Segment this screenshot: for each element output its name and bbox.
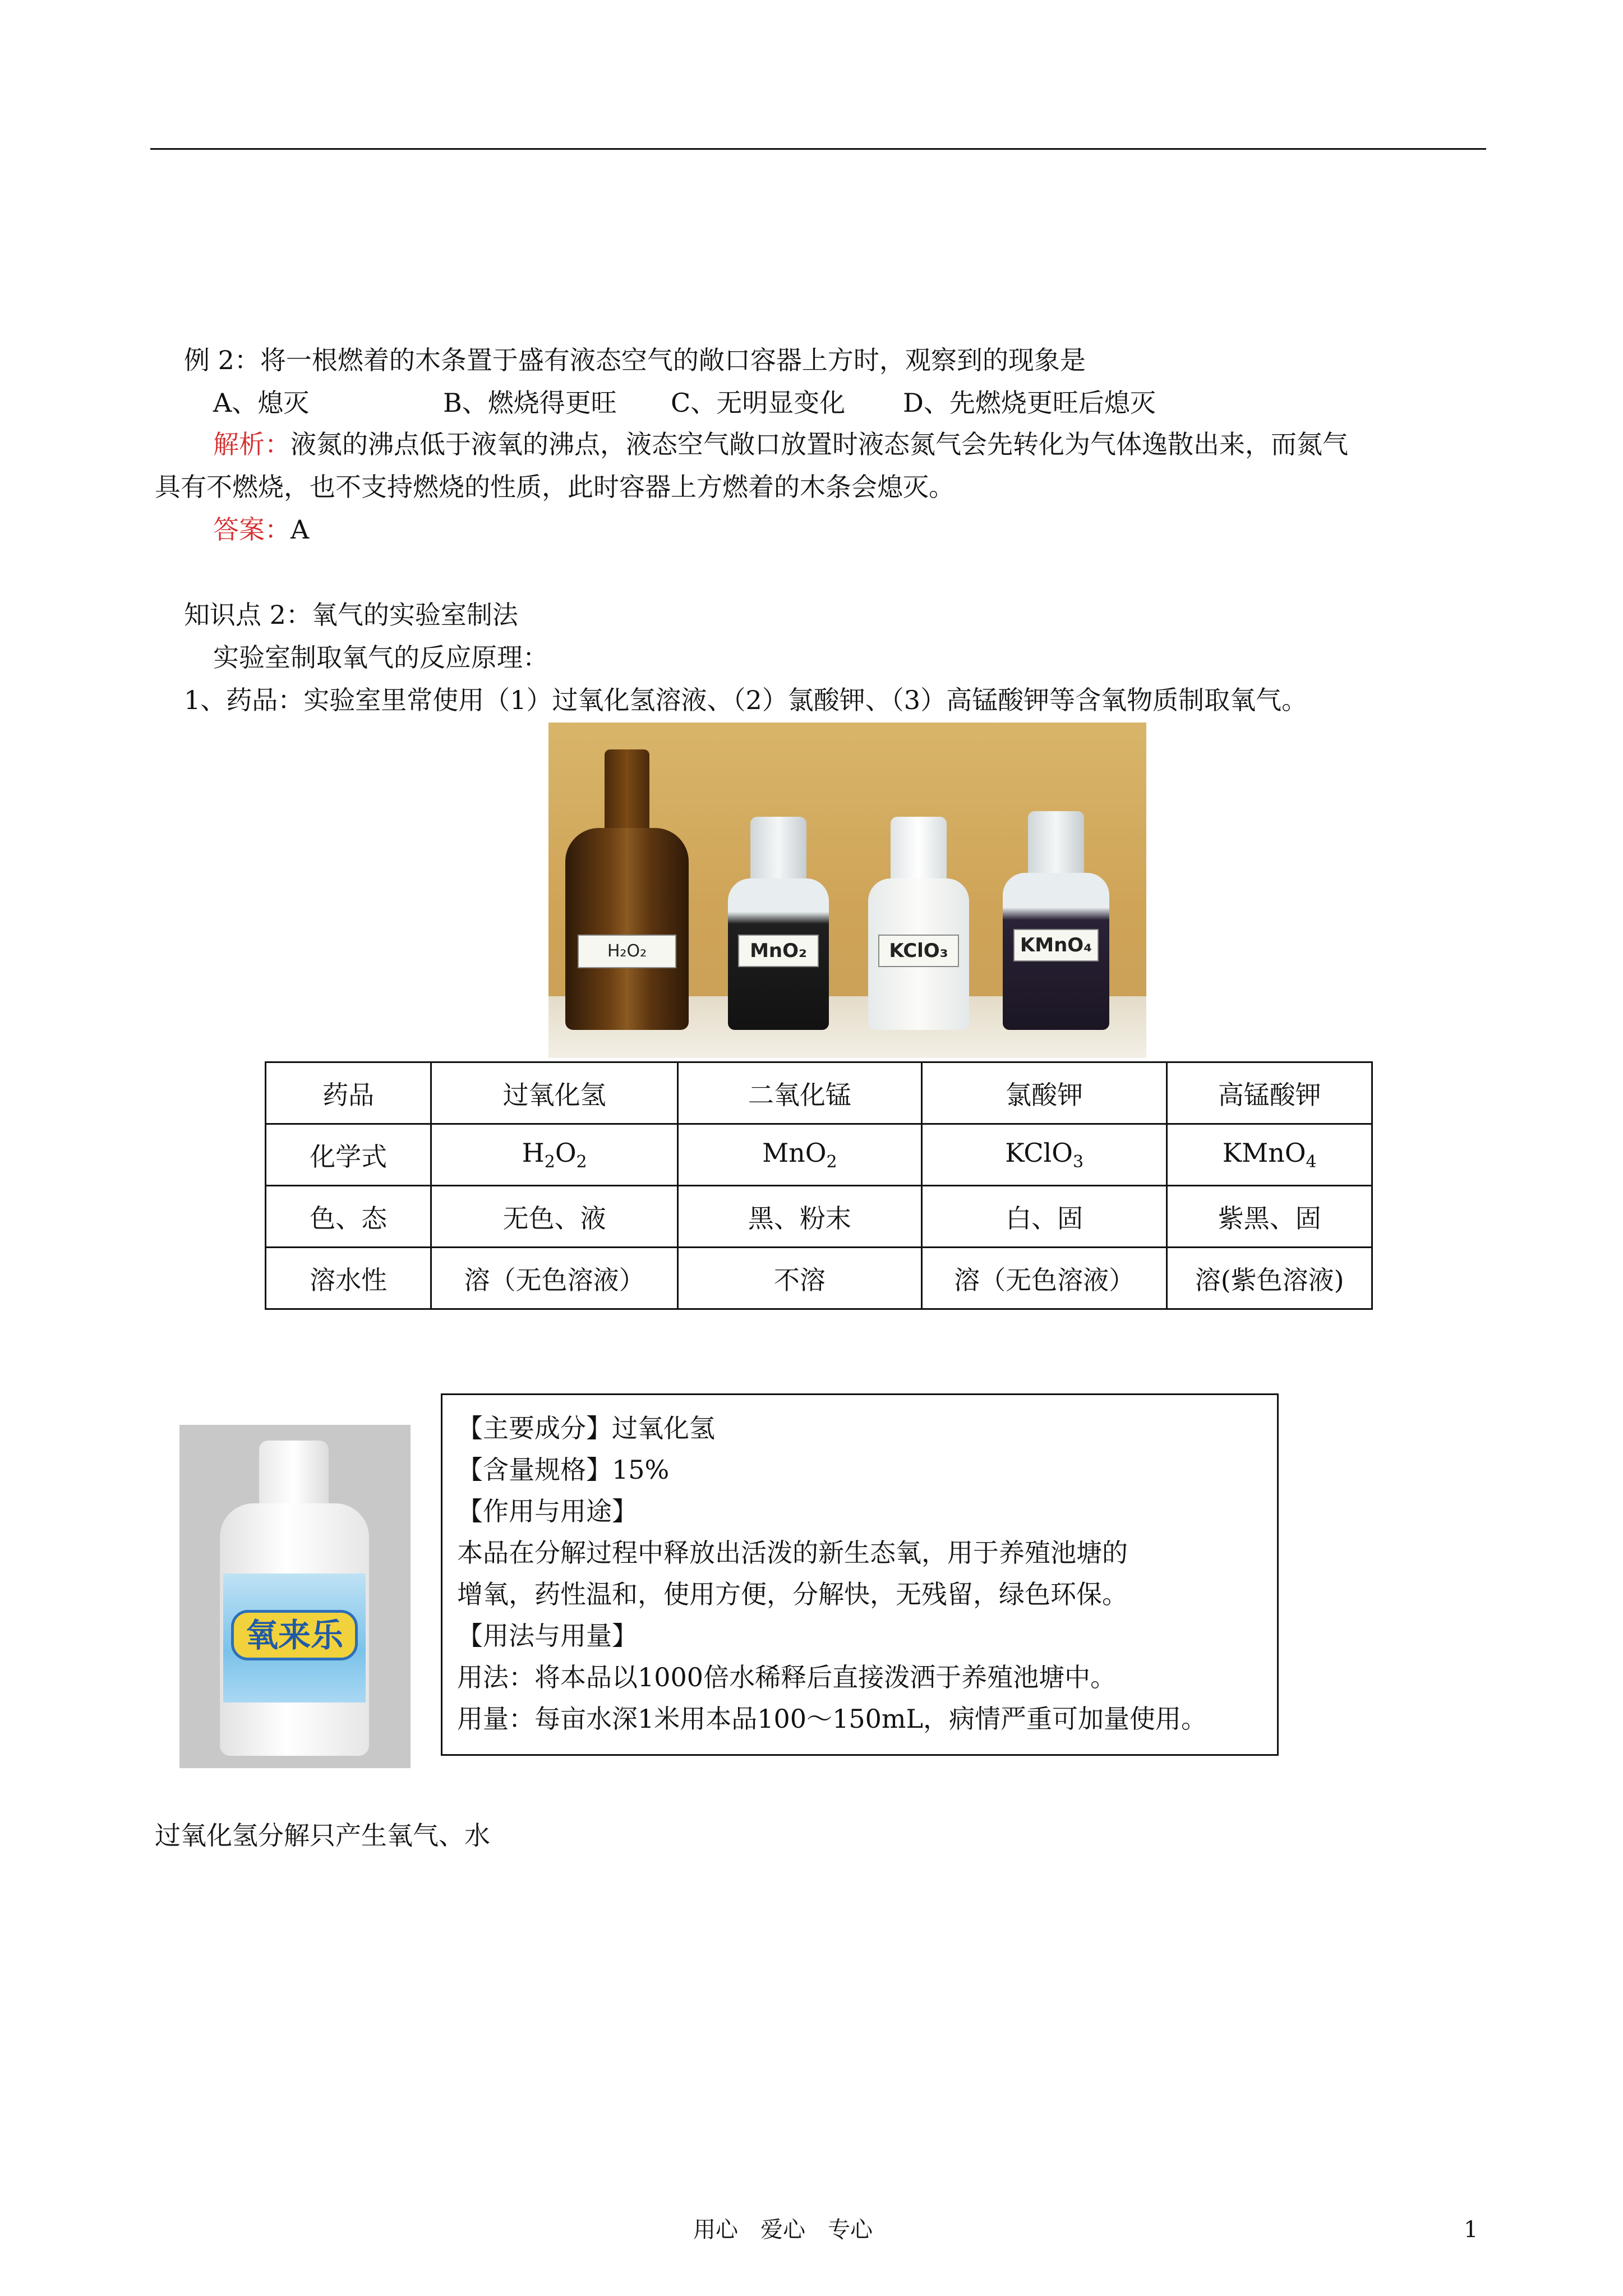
reagent-bottles-photo bbox=[548, 723, 1146, 1058]
knowledge-item-1: 1、药品：实验室里常使用（1）过氧化氢溶液、（2）氯酸钾、（3）高锰酸钾等含氧物质制取氧气。 bbox=[184, 685, 1308, 715]
analysis-text: 液氮的沸点低于液氧的沸点，液态空气敞口放置时液态氮气会先转化为气体逸散出来，而氮气 bbox=[291, 429, 1348, 459]
table-row bbox=[266, 1186, 1372, 1248]
analysis-line-1 bbox=[213, 426, 1348, 462]
table-cell: 色、态 bbox=[266, 1186, 431, 1248]
footer-motto: 用心 爱心 专心 bbox=[693, 2217, 873, 2243]
info-line: 本品在分解过程中释放出活泼的新生态氧，用于养殖池塘的 bbox=[457, 1538, 1128, 1568]
formula-cell: KMnO$_4$ bbox=[1167, 1124, 1372, 1186]
info-line: 【用法与用量】 bbox=[457, 1621, 638, 1651]
answer-label: 答案： bbox=[213, 514, 291, 545]
table-cell: 溶水性 bbox=[266, 1248, 431, 1309]
kclo3-bottle bbox=[868, 817, 969, 1030]
answer-line bbox=[213, 512, 309, 547]
answer-value: A bbox=[291, 514, 310, 545]
mno2-bottle bbox=[728, 817, 829, 1030]
table-cell: 紫黑、固 bbox=[1167, 1186, 1372, 1248]
header-rule bbox=[150, 148, 1486, 150]
info-line: 【含量规格】15% bbox=[457, 1455, 670, 1485]
table-cell: 溶（无色溶液） bbox=[431, 1248, 678, 1309]
info-line: 用量：每亩水深1米用本品100～150mL，病情严重可加量使用。 bbox=[457, 1704, 1207, 1734]
h2o2-bottle bbox=[565, 749, 689, 1030]
table-header-cell: 二氧化锰 bbox=[677, 1062, 921, 1124]
table-cell: 白、固 bbox=[921, 1186, 1167, 1248]
analysis-line-2: 具有不燃烧，也不支持燃烧的性质，此时容器上方燃着的木条会熄灭。 bbox=[155, 472, 955, 502]
formula-cell: $H_2O_2$ bbox=[431, 1124, 678, 1186]
formula-cell: KClO$_3$ bbox=[921, 1124, 1167, 1186]
table-row-label: 化学式 bbox=[266, 1124, 431, 1186]
bottle-brand-name: 氧来乐 bbox=[231, 1610, 358, 1660]
analysis-label: 解析： bbox=[213, 429, 291, 459]
kclo3-bottle-label: KClO₃ bbox=[878, 935, 959, 967]
kmno4-bottle-label: KMnO₄ bbox=[1013, 929, 1099, 961]
product-info-box bbox=[441, 1393, 1279, 1756]
table-row bbox=[266, 1248, 1372, 1309]
knowledge-subheading: 实验室制取氧气的反应原理： bbox=[213, 642, 548, 673]
example-question: 例 2：将一根燃着的木条置于盛有液态空气的敞口容器上方时，观察到的现象是 bbox=[184, 345, 1086, 375]
page-number: 1 bbox=[1464, 2217, 1478, 2243]
formula-cell: MnO$_2$ bbox=[677, 1124, 921, 1186]
info-line: 用法：将本品以1000倍水稀释后直接泼洒于养殖池塘中。 bbox=[457, 1662, 1117, 1692]
table-cell: 溶(紫色溶液) bbox=[1167, 1248, 1372, 1309]
table-cell: 黑、粉末 bbox=[677, 1186, 921, 1248]
table-cell: 无色、液 bbox=[431, 1186, 678, 1248]
info-line: 【作用与用途】 bbox=[457, 1496, 638, 1526]
h2o2-bottle-label: H₂O₂ bbox=[578, 935, 676, 968]
kmno4-bottle bbox=[1003, 811, 1109, 1030]
knowledge-heading: 知识点 2：氧气的实验室制法 bbox=[184, 600, 518, 630]
table-header-cell: 过氧化氢 bbox=[431, 1062, 678, 1124]
table-header-cell: 高锰酸钾 bbox=[1167, 1062, 1372, 1124]
table-row bbox=[266, 1062, 1372, 1124]
table-row bbox=[266, 1124, 1372, 1186]
table-header-cell: 药品 bbox=[266, 1062, 431, 1124]
info-line: 增氧，药性温和，使用方便，分解快，无残留，绿色环保。 bbox=[457, 1579, 1128, 1609]
table-cell: 溶（无色溶液） bbox=[921, 1248, 1167, 1309]
option-a: A、熄灭 bbox=[213, 388, 310, 418]
option-c: C、无明显变化 bbox=[671, 388, 846, 418]
info-line: 【主要成分】过氧化氢 bbox=[457, 1413, 715, 1443]
bottle-cap bbox=[259, 1441, 329, 1513]
product-bottle-image bbox=[179, 1425, 411, 1768]
table-header-cell: 氯酸钾 bbox=[921, 1062, 1167, 1124]
option-d: D、先燃烧更旺后熄灭 bbox=[903, 388, 1156, 418]
reagent-table bbox=[265, 1061, 1373, 1310]
conclusion-text: 过氧化氢分解只产生氧气、水 bbox=[155, 1820, 490, 1851]
option-b: B、燃烧得更旺 bbox=[443, 388, 617, 418]
mno2-bottle-label: MnO₂ bbox=[738, 935, 819, 967]
table-cell: 不溶 bbox=[677, 1248, 921, 1309]
